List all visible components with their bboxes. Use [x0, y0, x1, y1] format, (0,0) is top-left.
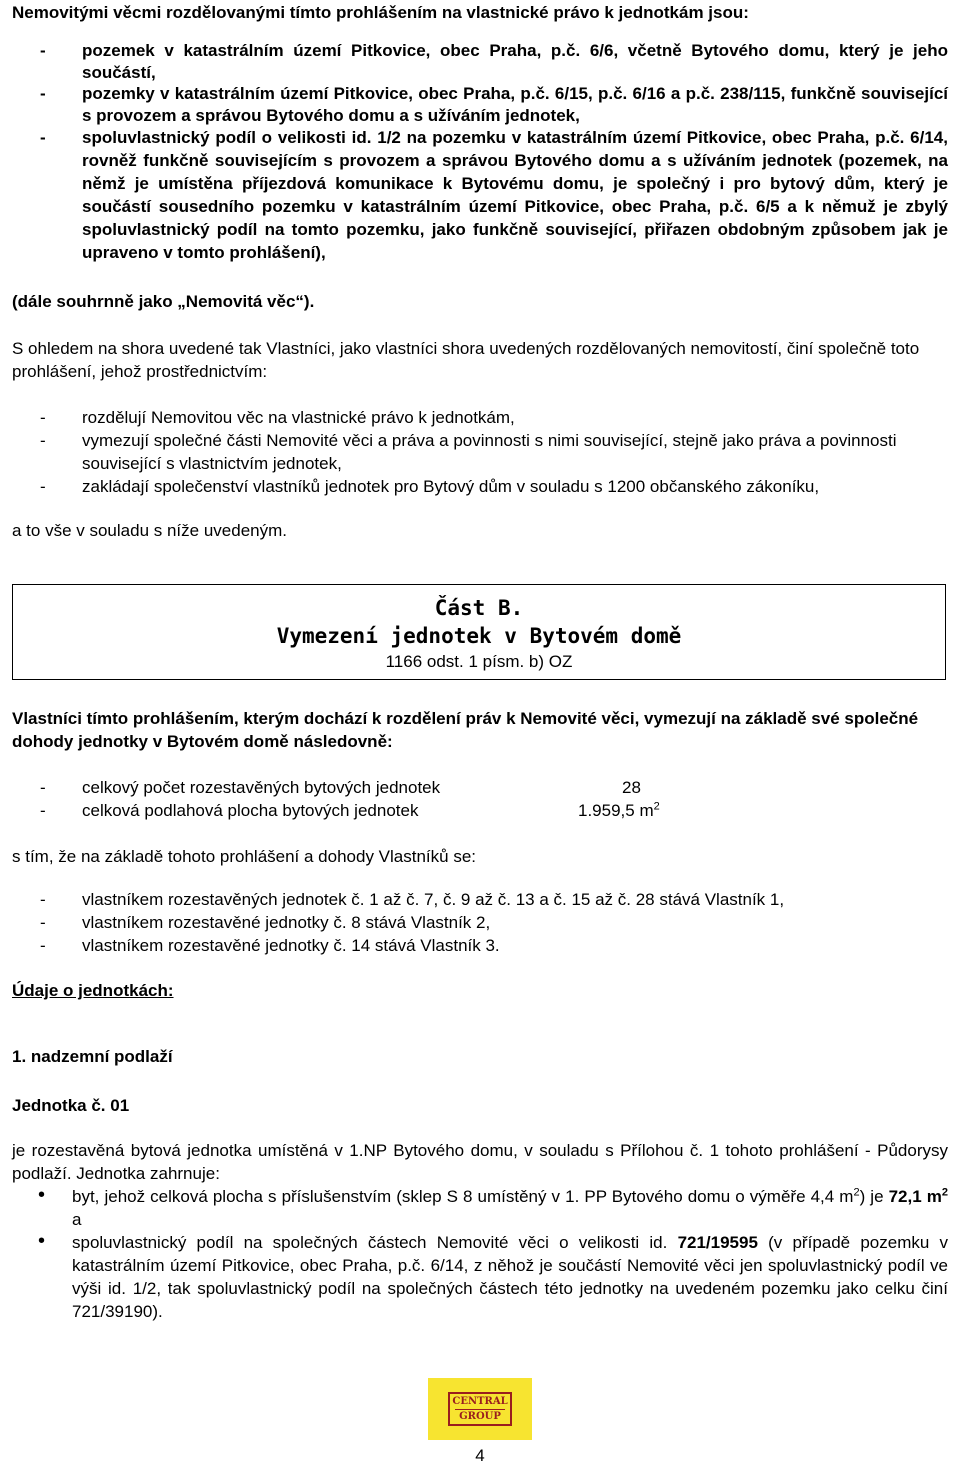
unit-contents-list	[12, 1185, 948, 1323]
list-dash: -	[40, 477, 46, 496]
declaration-item-1	[12, 406, 948, 429]
part-subtitle: Vymezení jednotek v Bytovém domě	[276, 624, 682, 648]
unit-statistics	[12, 776, 948, 822]
owners-list	[12, 888, 948, 957]
list-dash: -	[40, 778, 46, 797]
list-dash: -	[40, 801, 46, 820]
unit-share-value: 721/19595	[677, 1233, 758, 1252]
stat-floor-area-number: 1.959,5 m	[578, 801, 654, 820]
list-dash: -	[40, 41, 46, 60]
unit-content-1-text-c: a	[72, 1210, 82, 1229]
part-title: Část B.	[434, 596, 524, 620]
logo-text-line-2: GROUP	[459, 1411, 501, 1422]
unit-content-1-text-b: ) je	[859, 1187, 889, 1206]
declaration-item-1-text: rozdělují Nemovitou věc na vlastnické právo k jednotkám,	[82, 408, 515, 427]
owner-item-2	[12, 911, 948, 934]
list-dash: -	[40, 128, 46, 147]
unit-area	[889, 1187, 948, 1206]
unit-content-item-1	[12, 1185, 948, 1231]
declaration-item-2	[12, 429, 948, 475]
central-group-logo	[428, 1378, 532, 1440]
stat-floor-area-sup: 2	[653, 800, 660, 813]
stat-unit-count	[12, 776, 948, 799]
property-item-2-text: pozemky v katastrálním území Pitkovice, obec Praha, p.č. 6/15, p.č. 6/16 a p.č. 238/115, funkčně související s provozem a správou Bytového domu a s užíváním jednotek,	[82, 84, 948, 125]
stat-floor-area	[12, 799, 948, 822]
page-number: 4	[475, 1446, 485, 1465]
unit-area-value: 72,1 m	[888, 1187, 942, 1206]
list-dash: -	[40, 84, 46, 103]
logo-frame	[448, 1392, 512, 1426]
owners-intro: s tím, že na základě tohoto prohlášení a dohody Vlastníků se:	[12, 847, 477, 866]
list-dash: -	[40, 913, 46, 932]
owner-item-3	[12, 934, 948, 957]
unit-content-1-sup-a: 2	[853, 1186, 860, 1199]
bullet-icon: •	[38, 1184, 46, 1206]
list-dash: -	[40, 431, 46, 450]
owner-item-1	[12, 888, 948, 911]
part-heading-box	[12, 584, 946, 680]
unit-content-1-text-a: byt, jehož celková plocha s příslušenstvím (sklep S 8 umístěný v 1. PP Bytového domu o výměře 4,4 m	[72, 1187, 854, 1206]
part-legal-reference: 1166 odst. 1 písm. b) OZ	[385, 652, 573, 671]
bullet-icon: •	[38, 1230, 46, 1252]
declaration-list	[12, 406, 948, 498]
property-item-2	[12, 83, 948, 126]
property-list	[12, 40, 948, 264]
property-item-1	[12, 40, 948, 83]
unit-intro: je rozestavěná bytová jednotka umístěná v 1.NP Bytového domu, v souladu s Přílohou č. 1 tohoto prohlášení - Půdorysy podlaží. Jednotka zahrnuje:	[12, 1141, 948, 1183]
stat-unit-count-label: celkový počet rozestavěných bytových jednotek	[82, 778, 441, 797]
declaration-item-3-text: zakládají společenství vlastníků jednotek pro Bytový dům v souladu s 1200 občanského zákoníku,	[82, 477, 820, 496]
owner-item-3-text: vlastníkem rozestavěné jednotky č. 14 stává Vlastník 3.	[82, 936, 500, 955]
declaration-item-3	[12, 475, 948, 498]
section2-intro: S ohledem na shora uvedené tak Vlastníci, jako vlastníci shora uvedených rozdělovaných nemovitostí, činí společně toto prohlášení, jehož prostřednictvím:	[12, 339, 920, 381]
owner-item-2-text: vlastníkem rozestavěné jednotky č. 8 stává Vlastník 2,	[82, 913, 491, 932]
list-dash: -	[40, 408, 46, 427]
list-dash: -	[40, 936, 46, 955]
unit-content-item-2	[12, 1231, 948, 1323]
unit-content-2-text-a: spoluvlastnický podíl na společných částech Nemovité věci o velikosti id.	[72, 1233, 678, 1252]
stat-floor-area-label: celková podlahová plocha bytových jednotek	[82, 801, 419, 820]
section3-intro: Vlastníci tímto prohlášením, kterým dochází k rozdělení práv k Nemovité věci, vymezují na základě své společné dohody jednotky v Bytovém domě následovně:	[12, 709, 919, 751]
section2-closing: a to vše v souladu s níže uvedeným.	[12, 521, 287, 540]
property-item-1-text: pozemek v katastrálním území Pitkovice, obec Praha, p.č. 6/6, včetně Bytového domu, který je jeho součástí,	[82, 41, 948, 82]
unit-content-2-text-b: (v případě pozemku v katastrálním území Pitkovice, obec Praha, p.č. 6/14, z něhož je součástí Nemovité věci jen spoluvlastnický podíl ve výši id. 1/2, tak spoluvlastnický podíl na společných částech této jednotky na uvedeném pozemku jako celku činí 721/39190).	[72, 1233, 948, 1321]
property-item-3	[12, 126, 948, 264]
units-heading: Údaje o jednotkách:	[12, 981, 174, 1000]
section1-closing: (dále souhrnně jako „Nemovitá věc“).	[12, 292, 315, 311]
property-item-3-text: spoluvlastnický podíl o velikosti id. 1/2 na pozemku v katastrálním území Pitkovice, obec Praha, p.č. 6/14, rovněž funkčně souvisejícím s provozem a správou Bytového domu a s užíváním jednotek (pozemek, na němž je umístěna příjezdová komunikace k Bytovému domu, je společný i pro bytový dům, který je součástí sousedního pozemku v katastrálním území Pitkovice, obec Praha, p.č. 6/5 a k němuž je zbylý spoluvlastnický podíl na tomto pozemku, jako funkčně související, přiřazen obdobným způsobem jak je upraveno v tomto prohlášení),	[82, 128, 948, 262]
logo-text-line-1: CENTRAL	[452, 1396, 508, 1407]
stat-floor-area-value	[578, 799, 660, 822]
unit-heading: Jednotka č. 01	[12, 1096, 130, 1115]
floor-heading: 1. nadzemní podlaží	[12, 1047, 173, 1066]
owner-item-1-text: vlastníkem rozestavěných jednotek č. 1 až č. 7, č. 9 až č. 13 a č. 15 až č. 28 stává Vlastník 1,	[82, 890, 785, 909]
unit-area-sup: 2	[941, 1186, 948, 1199]
stat-unit-count-value: 28	[622, 778, 641, 797]
list-dash: -	[40, 890, 46, 909]
declaration-item-2-text: vymezují společné části Nemovité věci a práva a povinnosti s nimi související, stejně jako práva a povinnosti související s vlastnictvím jednotek,	[82, 431, 897, 473]
section1-heading: Nemovitými věcmi rozdělovanými tímto prohlášením na vlastnické právo k jednotkám jsou:	[12, 3, 749, 22]
